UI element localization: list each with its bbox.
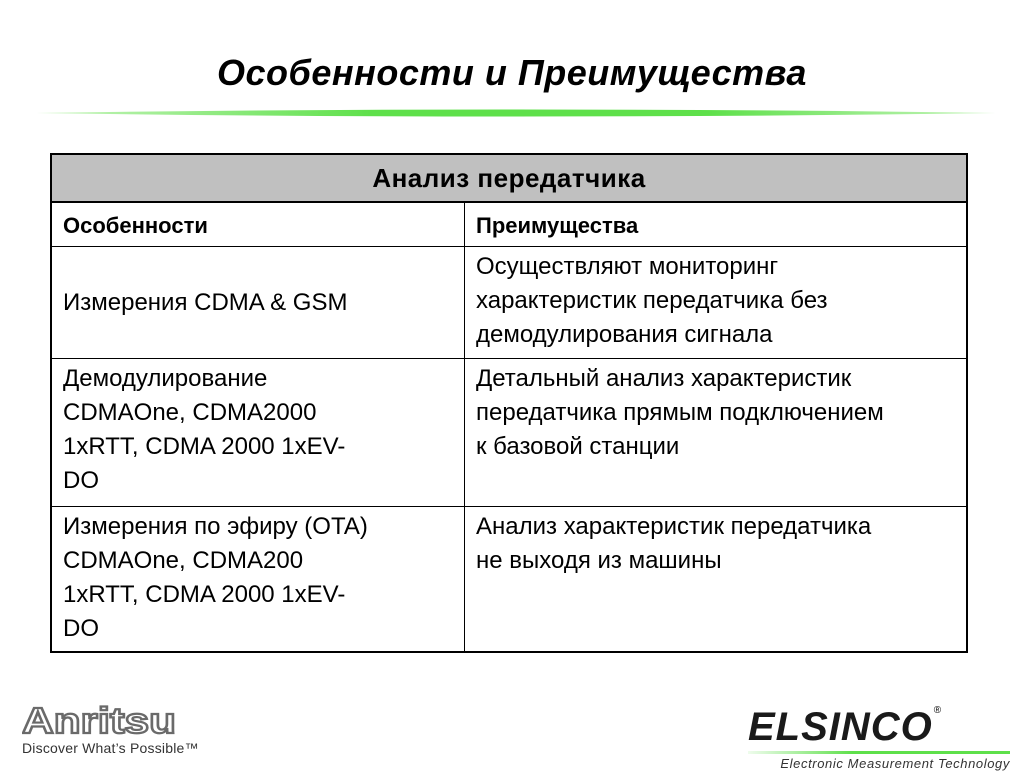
registered-mark: ® [933,705,942,716]
benefit-text: Анализ характеристик передатчика не выходя из машины [476,513,872,574]
transmitter-analysis-table [50,153,968,653]
elsinco-logo [748,705,1010,771]
anritsu-wordmark-icon [22,703,178,737]
title-underline [36,107,996,119]
column-header-features: Особенности [52,203,465,247]
table-row-2-feature [52,359,465,507]
anritsu-tagline: Discover What’s Possible™ [22,740,199,756]
table-row-3-feature [52,507,465,651]
feature-text: Демодулирование CDMAOne, CDMA2000 1xRTT, CDMA 2000 1xEV- DO [63,365,346,494]
table-row-1-benefit [465,247,966,359]
slide-title: Особенности и Преимущества [217,52,807,93]
table-header: Анализ передатчика [52,155,966,203]
anritsu-wordmark: Anritsu [22,703,176,737]
elsinco-underline [748,750,1010,755]
benefit-text: Детальный анализ характеристик передатчика прямым подключением к базовой станции [476,365,884,460]
table-row-2-benefit [465,359,966,507]
elsinco-wordmark: ELSINCO [748,705,933,749]
table-row-1-feature [52,247,465,359]
feature-text: Измерения CDMA & GSM [63,288,348,316]
elsinco-tagline: Electronic Measurement Technology [780,756,1010,771]
column-header-benefits: Преимущества [465,203,966,247]
feature-text: Измерения по эфиру (OTA) CDMAOne, CDMA200 1xRTT, CDMA 2000 1xEV- DO [63,513,368,642]
benefit-text: Осуществляют мониторинг характеристик передатчика без демодулирования сигнала [476,253,828,348]
anritsu-logo [22,703,199,756]
table-row-3-benefit [465,507,966,651]
